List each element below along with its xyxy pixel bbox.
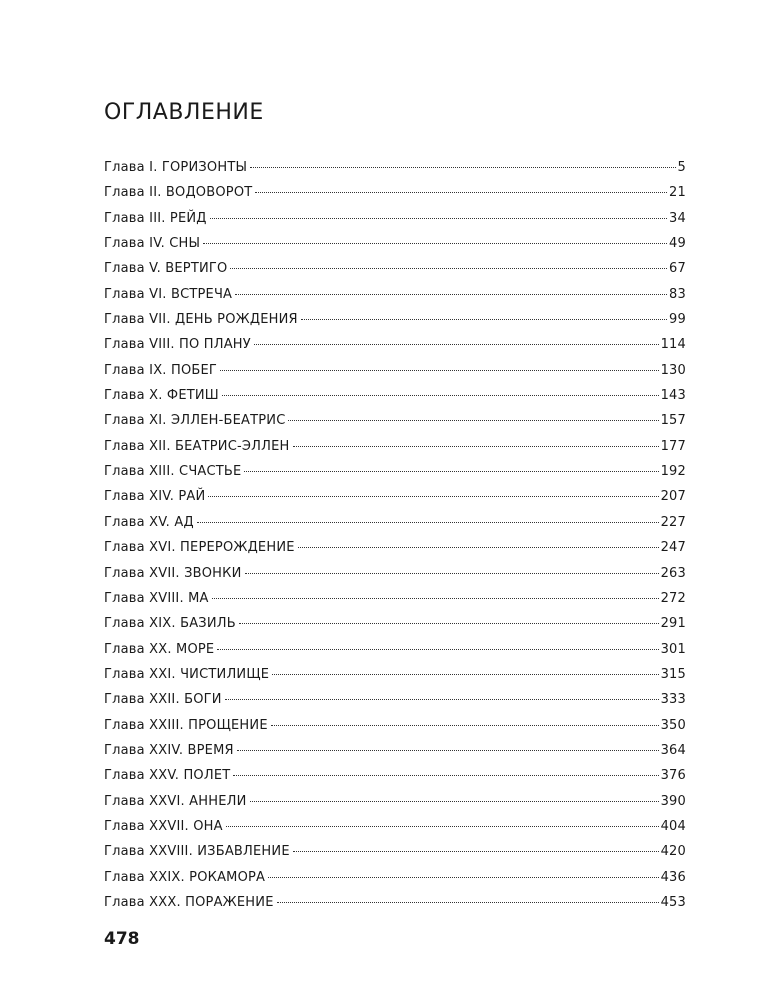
toc-entry[interactable] [104,439,686,464]
toc-entry-label: Глава XXI. ЧИСТИЛИЩЕ [104,666,270,682]
toc-entry-page: 130 [660,362,686,378]
toc-entry[interactable] [104,388,686,413]
toc-entry-page: 291 [660,616,686,632]
toc-entry-page: 67 [669,261,686,277]
toc-leader-dots [298,547,659,548]
toc-entry[interactable] [104,844,686,869]
toc-entry-label: Глава XXVIII. ИЗБАВЛЕНИЕ [104,844,290,860]
toc-entry-page: 420 [660,844,686,860]
toc-leader-dots [226,826,659,827]
toc-entry-label: Глава XII. БЕАТРИС-ЭЛЛЕН [104,438,290,454]
toc-entry-label: Глава XXV. ПОЛЕТ [104,768,231,784]
toc-entry-label: Глава XVII. ЗВОНКИ [104,565,242,581]
toc-leader-dots [272,674,658,675]
toc-entry-page: 114 [660,337,686,353]
toc-leader-dots [293,851,659,852]
toc-leader-dots [255,192,667,193]
toc-entry[interactable] [104,287,686,312]
toc-leader-dots [293,446,659,447]
toc-entry[interactable] [104,768,686,793]
toc-leader-dots [233,775,658,776]
toc-leader-dots [271,725,659,726]
toc-leader-dots [235,294,667,295]
table-of-contents [104,160,686,920]
toc-leader-dots [217,649,658,650]
toc-entry-page: 376 [660,768,686,784]
toc-entry[interactable] [104,413,686,438]
toc-entry-page: 301 [660,641,686,657]
toc-entry-label: Глава IV. СНЫ [104,236,201,252]
toc-leader-dots [220,370,659,371]
toc-entry-page: 5 [677,160,686,175]
toc-entry[interactable] [104,261,686,286]
toc-leader-dots [230,268,667,269]
toc-entry-label: Глава XXVII. ОНА [104,818,223,834]
toc-entry-page: 247 [660,540,686,556]
page-title: ОГЛАВЛЕНИЕ [104,100,264,125]
toc-entry-label: Глава XI. ЭЛЛЕН-БЕАТРИС [104,413,286,429]
toc-entry[interactable] [104,363,686,388]
toc-entry[interactable] [104,489,686,514]
toc-entry-page: 436 [660,869,686,885]
toc-entry-label: Глава VIII. ПО ПЛАНУ [104,337,251,353]
toc-entry-label: Глава IX. ПОБЕГ [104,362,218,378]
toc-entry-label: Глава XVIII. МА [104,590,209,606]
toc-leader-dots [245,573,659,574]
toc-entry[interactable] [104,566,686,591]
toc-entry-label: Глава XVI. ПЕРЕРОЖДЕНИЕ [104,540,295,556]
toc-entry-page: 364 [660,742,686,758]
toc-entry-page: 263 [660,565,686,581]
toc-entry-page: 34 [669,210,686,226]
toc-entry-page: 227 [660,514,686,530]
toc-entry-page: 272 [660,590,686,606]
toc-leader-dots [288,420,658,421]
toc-entry-page: 404 [660,818,686,834]
toc-entry[interactable] [104,819,686,844]
toc-entry-label: Глава XIII. СЧАСТЬЕ [104,464,242,480]
toc-entry[interactable] [104,540,686,565]
toc-entry[interactable] [104,236,686,261]
toc-entry-label: Глава XV. АД [104,514,194,530]
toc-entry[interactable] [104,211,686,236]
toc-entry[interactable] [104,794,686,819]
toc-leader-dots [212,598,659,599]
toc-entry-label: Глава III. РЕЙД [104,210,207,226]
toc-entry-label: Глава V. ВЕРТИГО [104,261,228,277]
toc-entry-label: Глава II. ВОДОВОРОТ [104,185,253,201]
toc-entry[interactable] [104,616,686,641]
toc-entry[interactable] [104,160,686,185]
toc-leader-dots [222,395,659,396]
toc-entry-page: 177 [660,438,686,454]
toc-entry-label: Глава XIX. БАЗИЛЬ [104,616,236,632]
toc-entry-label: Глава XIV. РАЙ [104,489,206,505]
toc-leader-dots [225,699,659,700]
toc-entry-page: 315 [660,666,686,682]
toc-leader-dots [301,319,667,320]
toc-leader-dots [244,471,658,472]
page-number: 478 [104,929,140,949]
toc-entry-label: Глава VI. ВСТРЕЧА [104,286,233,302]
toc-entry-page: 192 [660,464,686,480]
toc-entry[interactable] [104,692,686,717]
toc-entry-page: 83 [669,286,686,302]
toc-entry-page: 350 [660,717,686,733]
toc-entry-page: 390 [660,793,686,809]
toc-leader-dots [210,218,667,219]
toc-entry[interactable] [104,337,686,362]
toc-entry-label: Глава X. ФЕТИШ [104,388,219,404]
toc-entry-label: Глава XXIV. ВРЕМЯ [104,742,234,758]
toc-leader-dots [250,167,675,168]
toc-entry-page: 157 [660,413,686,429]
toc-entry[interactable] [104,718,686,743]
toc-entry-label: Глава XXIII. ПРОЩЕНИЕ [104,717,268,733]
toc-leader-dots [250,801,659,802]
toc-entry-label: Глава XXVI. АННЕЛИ [104,793,247,809]
toc-entry-page: 49 [669,236,686,252]
toc-entry[interactable] [104,515,686,540]
toc-entry-label: Глава XXIX. РОКАМОРА [104,869,266,885]
toc-entry-label: Глава XXX. ПОРАЖЕНИЕ [104,894,274,910]
toc-entry-page: 453 [660,894,686,910]
toc-leader-dots [203,243,667,244]
toc-entry[interactable] [104,312,686,337]
toc-entry[interactable] [104,870,686,895]
toc-entry-page: 99 [669,312,686,328]
toc-entry-label: Глава VII. ДЕНЬ РОЖДЕНИЯ [104,312,298,328]
toc-entry-page: 207 [660,489,686,505]
toc-leader-dots [197,522,659,523]
toc-entry-page: 333 [660,692,686,708]
toc-entry-label: Глава XX. МОРЕ [104,641,215,657]
toc-entry[interactable] [104,743,686,768]
toc-entry[interactable] [104,464,686,489]
toc-entry[interactable] [104,667,686,692]
toc-entry[interactable] [104,642,686,667]
toc-leader-dots [277,902,659,903]
toc-leader-dots [239,623,659,624]
toc-entry[interactable] [104,591,686,616]
toc-entry-label: Глава XXII. БОГИ [104,692,222,708]
toc-leader-dots [237,750,659,751]
toc-leader-dots [268,877,658,878]
toc-leader-dots [254,344,659,345]
toc-entry-page: 143 [660,388,686,404]
toc-entry-label: Глава I. ГОРИЗОНТЫ [104,160,248,175]
toc-entry[interactable] [104,895,686,920]
toc-leader-dots [208,496,658,497]
toc-entry[interactable] [104,185,686,210]
toc-entry-page: 21 [669,185,686,201]
